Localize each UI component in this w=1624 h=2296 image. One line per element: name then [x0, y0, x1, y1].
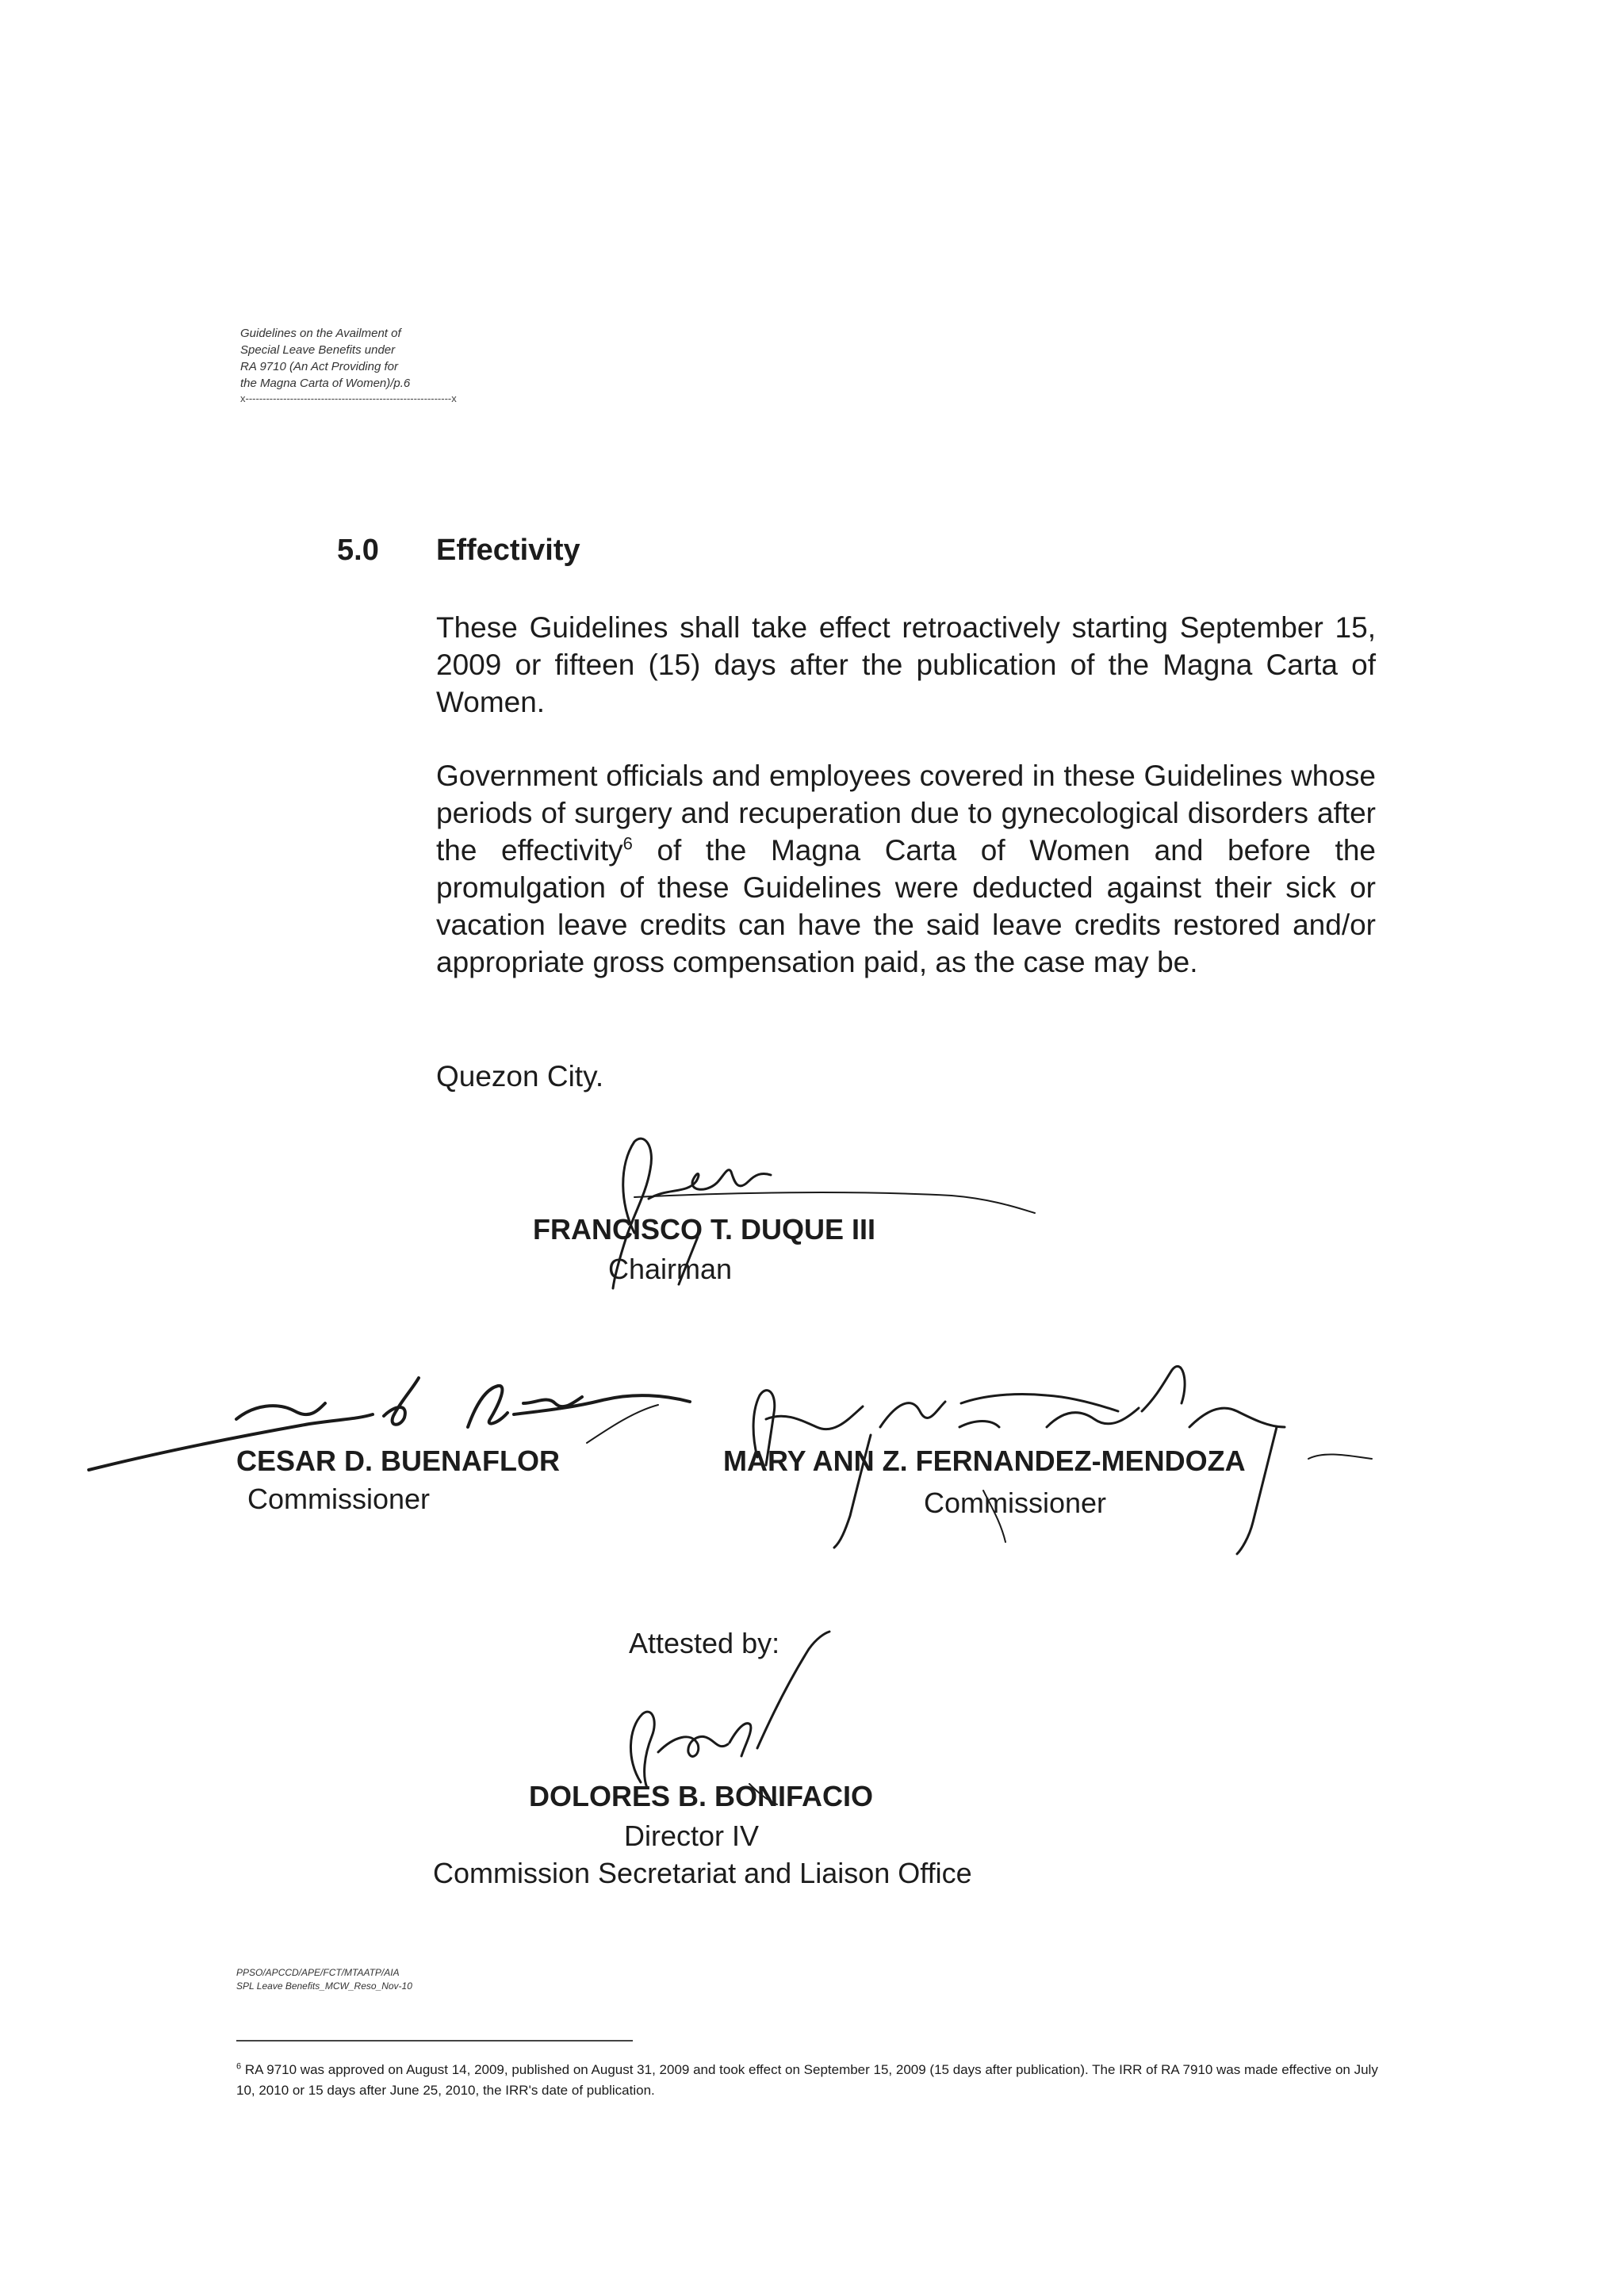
chairman-name: FRANCISCO T. DUQUE III	[533, 1213, 876, 1246]
chairman-title: Chairman	[608, 1253, 733, 1285]
header-line-1: Guidelines on the Availment of	[240, 327, 401, 340]
director-name: DOLORES B. BONIFACIO	[529, 1780, 874, 1812]
paragraph-coverage-part2: of the Magna Carta of Women and before the promulgation of these Guidelines were deducted against their sick or vacation leave credits can have the said leave credits restored and/or appropriate gross compensation paid, as the case may be.	[436, 834, 1376, 978]
commissioner2-name: MARY ANN Z. FERNANDEZ-MENDOZA	[723, 1445, 1246, 1477]
reference-line-1: PPSO/APCCD/APE/FCT/MTAATP/AIA	[236, 1967, 400, 1978]
header-rule: x------------------------------------------------------------x	[240, 392, 457, 404]
director-title: Director IV	[624, 1820, 760, 1852]
commissioner1-title: Commissioner	[247, 1483, 431, 1515]
section-number: 5.0	[337, 534, 379, 567]
header-line-2: Special Leave Benefits under	[240, 343, 396, 357]
reference-line-2: SPL Leave Benefits_MCW_Reso_Nov-10	[236, 1980, 412, 1992]
attested-by-label: Attested by:	[629, 1627, 780, 1659]
paragraph-effectivity: These Guidelines shall take effect retroactively starting September 15, 2009 or fifteen (15) days after the publication of the Magna Carta of Women.	[436, 611, 1376, 718]
footnote-text: RA 9710 was approved on August 14, 2009, published on August 31, 2009 and took effect on September 15, 2009 (15 days after publication). The IRR of RA 7910 was made effective on July 10, 2010 or 15 days after June 25, 2010, the IRR's date of publication.	[236, 2062, 1378, 2098]
footnote-ref-marker: 6	[622, 833, 633, 854]
paragraph-coverage-part1: Government officials and employees covered in these Guidelines whose periods of surgery and recuperation due to gynecological disorders after the effectivity	[436, 760, 1376, 867]
header-line-3: RA 9710 (An Act Providing for	[240, 360, 398, 373]
footnote-marker: 6	[236, 2061, 242, 2072]
reference-initials	[236, 1966, 412, 1993]
header-line-4: the Magna Carta of Women)/p.6	[240, 377, 411, 390]
section-title: Effectivity	[436, 534, 580, 567]
director-office: Commission Secretariat and Liaison Office	[433, 1857, 972, 1889]
paragraph-coverage	[436, 757, 1376, 981]
running-header	[240, 325, 589, 407]
place-of-signing: Quezon City.	[436, 1060, 604, 1093]
commissioner2-title: Commissioner	[924, 1487, 1107, 1519]
footnote-divider	[236, 2040, 633, 2042]
footnote	[236, 2060, 1382, 2101]
commissioner1-name: CESAR D. BUENAFLOR	[236, 1445, 561, 1477]
